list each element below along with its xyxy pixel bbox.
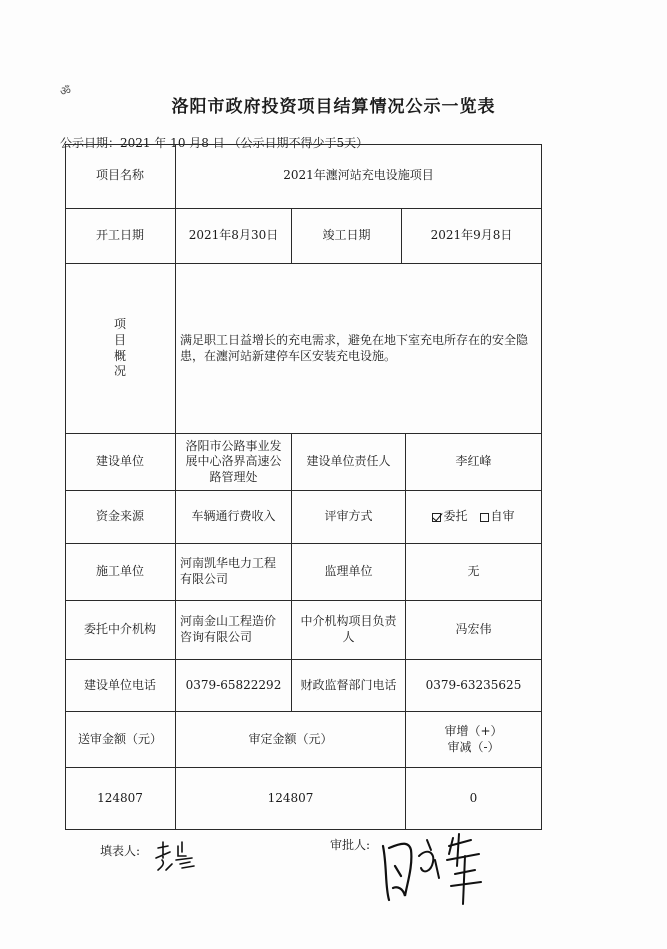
agency-label: 委托中介机构 <box>65 601 176 660</box>
agency-value: 河南金山工程造价咨询有限公司 <box>176 601 292 660</box>
review-option-self <box>480 509 515 525</box>
review-method-options <box>406 491 542 544</box>
approver-label: 审批人: <box>330 838 371 852</box>
review-method-label: 评审方式 <box>292 491 406 544</box>
publication-note: （公示日期不得少于5天） <box>228 136 369 150</box>
decrease-label: 审减（-） <box>447 739 500 754</box>
supervisor-value: 无 <box>406 544 542 601</box>
builder-phone-value: 0379-65822292 <box>176 660 292 712</box>
review-option-entrusted <box>432 509 467 525</box>
agency-owner-label: 中介机构项目负责人 <box>292 601 406 660</box>
overview-text: 满足职工日益增长的充电需求，避免在地下室充电所存在的安全隐患，在瀍河站新建停车区安装充电设施。 <box>176 264 542 434</box>
contractor-value: 河南凯华电力工程有限公司 <box>176 544 292 601</box>
overview-label-char: 况 <box>113 364 126 379</box>
contractor-label: 施工单位 <box>65 544 176 601</box>
finance-phone-label: 财政监督部门电话 <box>292 660 406 712</box>
difference-value: 0 <box>406 768 542 830</box>
review-option-label: 委托 <box>443 509 468 524</box>
builder-owner-label: 建设单位责任人 <box>292 434 406 491</box>
project-name-label: 项目名称 <box>65 144 176 209</box>
approved-amount-label: 审定金额（元） <box>176 712 406 768</box>
funding-label: 资金来源 <box>65 491 176 544</box>
start-date-value: 2021年8月30日 <box>176 209 292 264</box>
overview-label <box>65 264 176 434</box>
overview-label-char: 目 <box>113 332 126 347</box>
start-date-label: 开工日期 <box>65 209 176 264</box>
checked-checkbox-icon <box>432 513 441 522</box>
page-title: 洛阳市政府投资项目结算情况公示一览表 <box>171 97 496 117</box>
publication-date: 2021 年 10 月8 日 <box>120 136 225 150</box>
overview-label-char: 项 <box>113 317 126 332</box>
submitted-amount-label: 送审金额（元） <box>65 712 176 768</box>
builder-label: 建设单位 <box>65 434 176 491</box>
difference-label <box>406 712 542 768</box>
approver-signature <box>375 826 495 906</box>
increase-label: 审增（+） <box>444 723 503 738</box>
builder-owner-value: 李红峰 <box>406 434 542 491</box>
builder-phone-label: 建设单位电话 <box>65 660 176 712</box>
review-option-label: 自审 <box>490 509 515 524</box>
finance-phone-value: 0379-63235625 <box>406 660 542 712</box>
funding-value: 车辆通行费收入 <box>176 491 292 544</box>
overview-label-char: 概 <box>113 348 126 363</box>
publication-label: 公示日期： <box>60 136 121 150</box>
filler-signature <box>152 838 204 874</box>
project-name-value: 2021年瀍河站充电设施项目 <box>176 144 542 209</box>
end-date-label: 竣工日期 <box>292 209 402 264</box>
submitted-amount-value: 124807 <box>65 768 176 830</box>
corner-mark: ॐ <box>60 84 71 98</box>
checkbox-icon <box>480 513 489 522</box>
approved-amount-value: 124807 <box>176 768 406 830</box>
end-date-value: 2021年9月8日 <box>402 209 542 264</box>
builder-value: 洛阳市公路事业发展中心洛界高速公路管理处 <box>176 434 292 491</box>
agency-owner-value: 冯宏伟 <box>406 601 542 660</box>
supervisor-label: 监理单位 <box>292 544 406 601</box>
filler-label: 填表人: <box>100 844 141 858</box>
